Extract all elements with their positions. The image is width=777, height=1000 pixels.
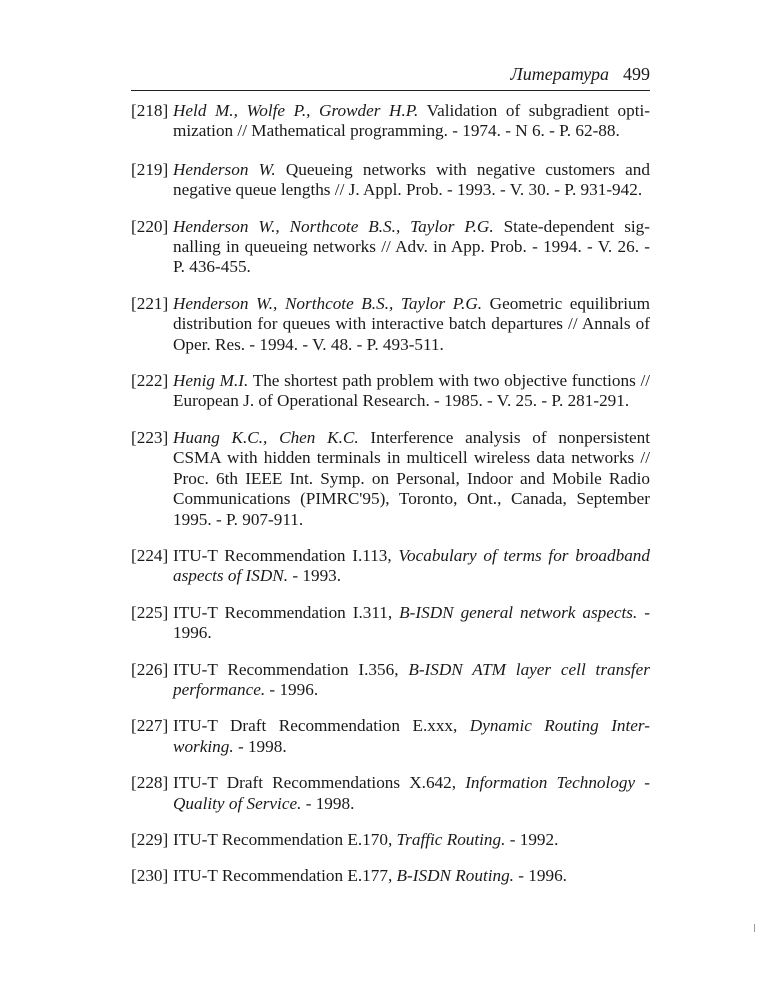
reference-219 [131, 160, 650, 201]
reference-details: State-dependent sig-nalling in queueing networks // Adv. in App. Prob. - 1994. - V. 26. - P. 436-455. [173, 216, 650, 277]
reference-text [173, 830, 650, 850]
reference-prefix: ITU-T Recommendation E.170, [173, 829, 397, 849]
reference-224 [131, 546, 650, 587]
reference-prefix: ITU-T Recommendation I.356, [173, 659, 409, 679]
reference-218 [131, 101, 650, 142]
margin-mark [754, 924, 755, 932]
reference-list [131, 101, 650, 903]
reference-title: Information Technology - Quality of Service. [173, 773, 650, 813]
reference-text [173, 371, 650, 412]
reference-details: The shortest path problem with two objective functions // European J. of Operational Research. - 1985. - V. 25. - P. 281-291. [173, 371, 650, 411]
reference-details: Geometric equilibrium distribution for queues with interactive batch departures // Annals of Oper. Res. - 1994. - V. 48. - P. 493-511. [173, 293, 651, 354]
running-head [131, 62, 650, 86]
reference-text [173, 866, 650, 886]
reference-prefix: ITU-T Draft Recommendation E.xxx, [173, 716, 470, 736]
reference-authors: Henig M.I. [173, 371, 249, 391]
reference-225 [131, 603, 650, 644]
reference-prefix: ITU-T Draft Recommendations X.642, [173, 773, 466, 793]
reference-year: - 1996. [513, 866, 567, 886]
reference-text [173, 603, 650, 644]
reference-number: [221] [131, 293, 169, 313]
reference-details: Queueing networks with negative customers and negative queue lengths // J. Appl. Prob. - 1993. - V. 30. - P. 931-942. [173, 159, 650, 200]
reference-prefix: ITU-T Recommendation I.311, [173, 602, 400, 622]
reference-authors: Held M., Wolfe P., Growder H.P. [173, 101, 419, 120]
reference-details: Validation of subgradient opti-mization // Mathematical programming. - 1974. - N 6. - P. 62-88. [173, 101, 650, 141]
reference-number: [227] [131, 716, 169, 736]
reference-number: [228] [131, 773, 169, 793]
reference-222 [131, 371, 650, 412]
running-head-section: Литература [510, 64, 609, 84]
reference-number: [219] [131, 159, 169, 179]
reference-number: [225] [131, 602, 169, 622]
reference-authors: Henderson W. [173, 159, 276, 179]
reference-number: [226] [131, 659, 169, 679]
reference-number: [222] [131, 371, 169, 391]
reference-year: - 1992. [505, 829, 559, 849]
reference-number: [223] [131, 427, 169, 447]
reference-year: - 1996. [265, 679, 319, 699]
reference-year: - 1996. [173, 602, 650, 643]
reference-221 [131, 294, 650, 355]
reference-title: Traffic Routing. [396, 829, 506, 849]
reference-title: Dynamic Routing Inter-working. [173, 716, 650, 756]
reference-text [173, 773, 650, 814]
reference-text [173, 716, 650, 757]
reference-number: [220] [131, 216, 169, 236]
reference-text [173, 217, 650, 278]
reference-text [173, 660, 650, 701]
reference-year: - 1993. [288, 566, 342, 586]
reference-year: - 1998. [233, 736, 287, 756]
reference-220 [131, 217, 650, 278]
reference-228 [131, 773, 650, 814]
reference-number: [218] [131, 101, 169, 120]
reference-text [173, 546, 650, 587]
reference-227 [131, 716, 650, 757]
reference-number: [224] [131, 545, 169, 565]
reference-number: [229] [131, 829, 169, 849]
reference-text [173, 294, 650, 355]
reference-226 [131, 660, 650, 701]
reference-230 [131, 866, 650, 886]
reference-text [173, 428, 650, 530]
reference-authors: Huang K.C., Chen K.C. [173, 427, 359, 447]
reference-text [173, 160, 650, 201]
reference-223 [131, 428, 650, 530]
reference-prefix: ITU-T Recommendation E.177, [173, 866, 397, 886]
reference-text [173, 101, 650, 142]
reference-title: B-ISDN general network aspects. [399, 602, 638, 622]
reference-authors: Henderson W., Northcote B.S., Taylor P.G. [173, 216, 494, 236]
reference-title: B-ISDN Routing. [396, 866, 514, 886]
reference-number: [230] [131, 866, 169, 886]
header-rule [131, 90, 650, 91]
reference-prefix: ITU-T Recommendation I.113, [173, 545, 399, 565]
reference-year: - 1998. [301, 793, 355, 813]
reference-authors: Henderson W., Northcote B.S., Taylor P.G. [173, 293, 483, 313]
reference-title: B-ISDN ATM layer cell transfer performance. [173, 659, 650, 699]
reference-details: Interference analysis of nonpersistent CSMA with hidden terminals in multicell wireless data networks // Proc. 6th IEEE Int. Symp. on Personal, Indoor and Mobile Radio Communications (PIMRC'95), Toronto, Ont., Canada, September 1995. - P. 907-911. [173, 427, 650, 529]
reference-229 [131, 830, 650, 850]
page-number: 499 [623, 64, 650, 84]
reference-title: Vocabulary of terms for broadband aspects of ISDN. [173, 545, 650, 586]
